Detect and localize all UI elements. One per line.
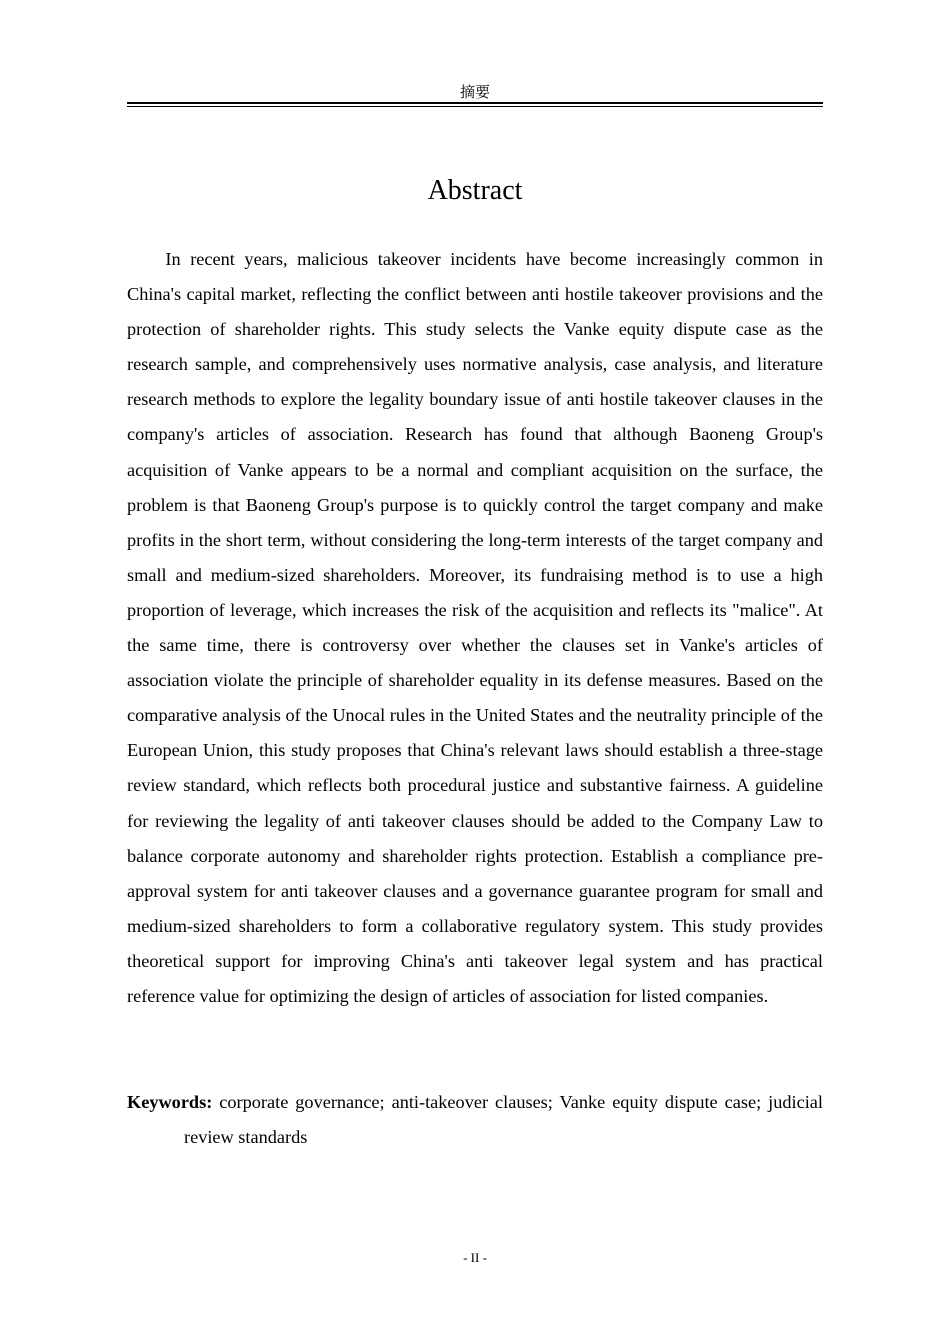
running-header: 摘要 (459, 83, 490, 101)
abstract-title: Abstract (427, 175, 523, 206)
keywords-label: Keywords: (127, 1092, 213, 1112)
keywords-paragraph (127, 1085, 823, 1155)
abstract-body: In recent years, malicious takeover incidents have become increasingly common in China's capital market, reflecting the conflict between anti hostile takeover provisions and the protection of shareholder rights. This study selects the Vanke equity dispute case as the research sample, and comprehensively uses normative analysis, case analysis, and literature research methods to explore the legality boundary issue of anti hostile takeover clauses in the company's articles of association. Research has found that although Baoneng Group's acquisition of Vanke appears to be a normal and compliant acquisition on the surface, the problem is that Baoneng Group's purpose is to quickly control the target company and make profits in the short term, without considering the long-term interests of the target company and small and medium-sized shareholders. Moreover, its fundraising method is to use a high proportion of leverage, which increases the risk of the acquisition and reflects its "malice". At the same time, there is controversy over whether the clauses set in Vanke's articles of association violate the principle of shareholder equality in its defense measures. Based on the comparative analysis of the Unocal rules in the United States and the neutrality principle of the European Union, this study proposes that China's relevant laws should establish a three-stage review standard, which reflects both procedural justice and substantive fairness. A guideline for reviewing the legality of anti takeover clauses should be added to the Company Law to balance corporate autonomy and shareholder rights protection. Establish a compliance pre-approval system for anti takeover clauses and a governance guarantee program for small and medium-sized shareholders to form a collaborative regulatory system. This study provides theoretical support for improving China's anti takeover legal system and has practical reference value for optimizing the design of articles of association for listed companies. (127, 249, 823, 1006)
page-number: - II - (463, 1250, 487, 1265)
header-rule-thick (127, 102, 823, 104)
keywords-text: corporate governance; anti-takeover clauses; Vanke equity dispute case; judicial review standards (184, 1092, 823, 1148)
header-rule-thin (127, 106, 823, 107)
